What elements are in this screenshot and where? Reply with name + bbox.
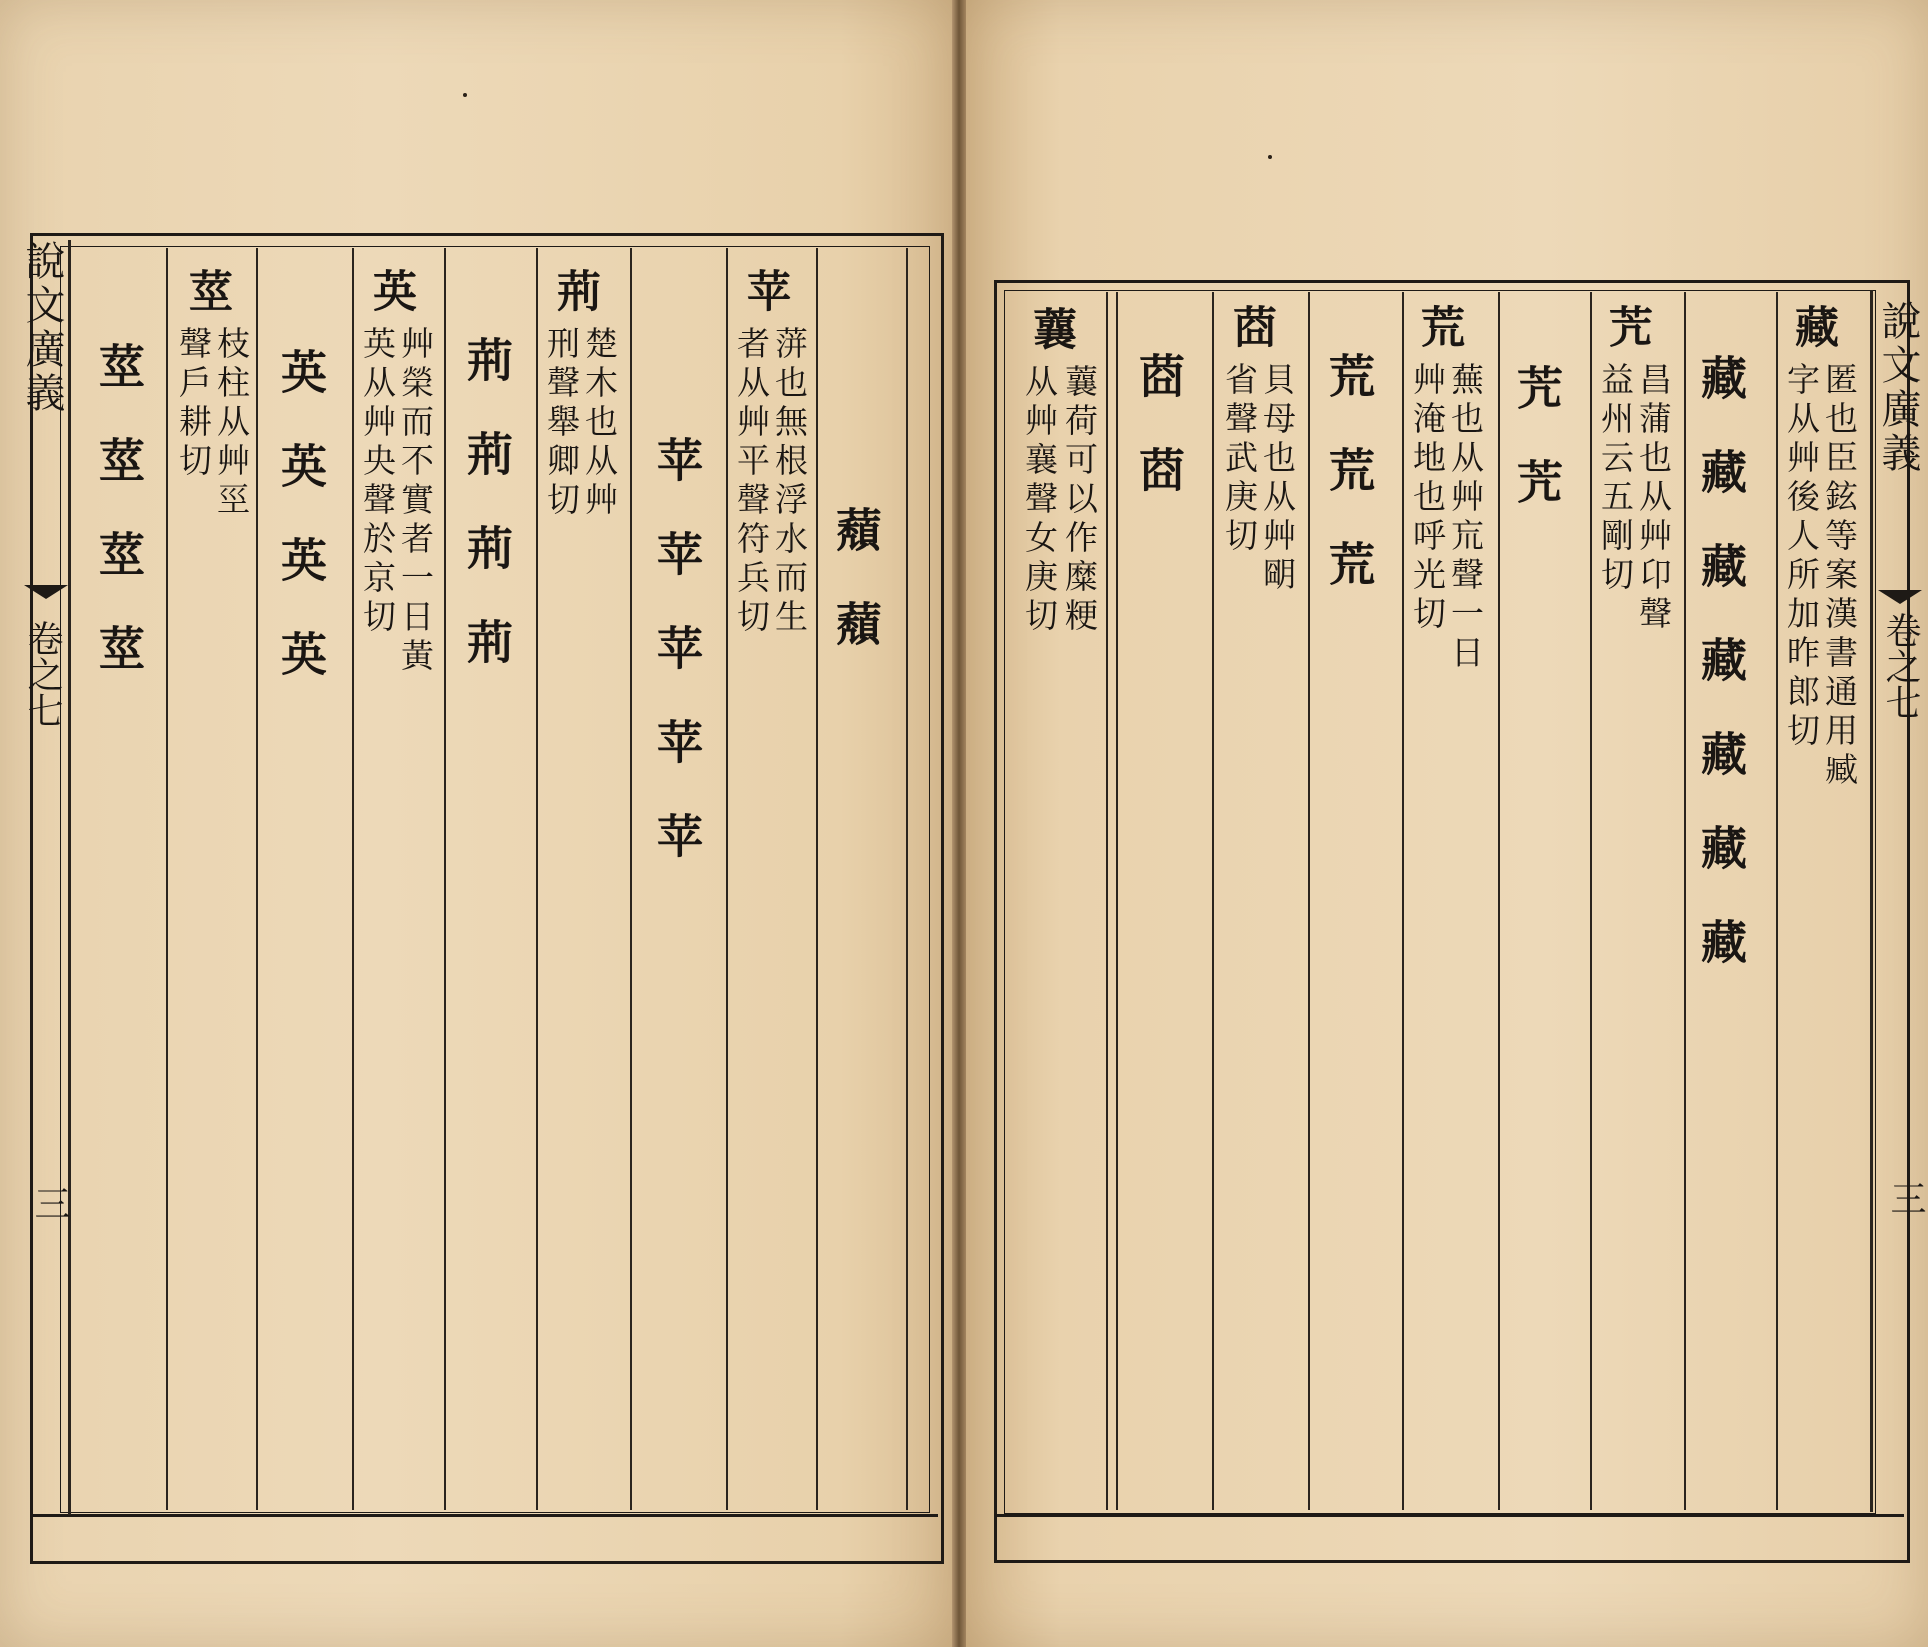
entry-headword: 莖	[181, 268, 232, 312]
entry-headword: 苹	[739, 268, 790, 312]
right-bottom-band	[994, 1514, 1904, 1517]
entry-note-left: 从艸襄聲女庚切	[1020, 364, 1059, 637]
entry-column	[446, 256, 532, 1506]
seal-forms: 英英英英	[274, 348, 328, 724]
left-margin-rule	[68, 240, 71, 1515]
entry-column	[1400, 292, 1486, 1510]
entry-note-left: 英从艸央聲於京切	[358, 326, 397, 638]
column-rule	[1106, 292, 1108, 1510]
entry-note-left: 聲戶耕切	[174, 326, 213, 482]
entry-note-right: 匿也臣鉉等案漢書通用臧	[1820, 362, 1859, 791]
entry-headword: 蘘	[1025, 306, 1076, 350]
entry-column	[1308, 292, 1394, 1510]
entry-note-left: 字从艸後人所加昨郎切	[1782, 362, 1821, 752]
right-margin-title: 說文廣義	[1875, 300, 1921, 476]
entry-note-right: 蕪也从艸巟聲一日	[1446, 362, 1485, 674]
left-bottom-band	[30, 1514, 938, 1517]
seal-forms: 苀苀	[1510, 364, 1564, 552]
seal-forms: 荒荒荒	[1322, 352, 1376, 634]
seal-forms: 莖莖莖莖	[92, 342, 146, 718]
book-gutter	[952, 0, 966, 1647]
column-rule	[630, 248, 632, 1510]
entry-column	[726, 256, 812, 1506]
entry-note-left: 艸淹地也呼光切	[1408, 362, 1447, 635]
entry-column	[536, 256, 622, 1506]
entry-column	[352, 256, 438, 1506]
ink-speck	[1268, 155, 1272, 159]
entry-headword: 莔	[1225, 304, 1276, 348]
left-margin-volume: 卷之七	[22, 620, 63, 728]
entry-note-right: 蘘荷可以作糜粳	[1060, 364, 1099, 637]
entry-headword: 荊	[549, 268, 600, 312]
right-margin-volume: 卷之七	[1880, 612, 1921, 720]
left-fishtail	[24, 585, 68, 599]
ink-speck	[463, 93, 467, 97]
entry-column	[1496, 292, 1582, 1510]
entry-headword: 英	[365, 268, 416, 312]
entry-note-right: 艸榮而不實者一日黃	[396, 326, 435, 677]
entry-column	[260, 256, 346, 1506]
entry-column	[1588, 292, 1674, 1510]
entry-column	[168, 256, 254, 1506]
entry-column	[636, 256, 722, 1506]
right-margin-page: 三	[1885, 1180, 1926, 1216]
entry-column	[1680, 292, 1766, 1510]
column-rule	[906, 248, 908, 1510]
entry-note-left: 者从艸平聲符兵切	[732, 326, 771, 638]
entry-column	[1774, 292, 1860, 1510]
entry-column	[78, 256, 164, 1506]
entry-headword: 荒	[1413, 304, 1464, 348]
entry-note-right: 枝柱从艸巠	[212, 326, 251, 521]
right-margin-rule	[1870, 290, 1873, 1512]
entry-note-left: 益州云五剛切	[1596, 362, 1635, 596]
entry-column	[1012, 292, 1098, 1510]
entry-note-right: 楚木也从艸	[580, 326, 619, 521]
column-rule	[256, 248, 258, 1510]
entry-column	[1118, 292, 1204, 1510]
entry-column	[815, 256, 901, 1506]
entry-note-left: 刑聲舉卿切	[542, 326, 581, 521]
entry-headword: 苀	[1601, 304, 1652, 348]
entry-note-left: 省聲武庚切	[1220, 362, 1259, 557]
right-fishtail	[1878, 590, 1922, 604]
entry-note-right: 蓱也無根浮水而生	[770, 326, 809, 638]
seal-forms: 蘈蘈	[829, 506, 883, 694]
left-margin-page: 三	[29, 1185, 70, 1221]
entry-headword: 藏	[1787, 304, 1838, 348]
entry-note-right: 昌蒲也从艸卬聲	[1634, 362, 1673, 635]
entry-note-right: 貝母也从艸朙	[1258, 362, 1297, 596]
seal-forms: 莔莔	[1132, 352, 1186, 540]
left-margin-title: 說文廣義	[19, 240, 65, 416]
entry-column	[1212, 292, 1298, 1510]
seal-forms: 藏藏藏藏藏藏藏	[1694, 354, 1748, 1012]
seal-forms: 荊荊荊荊	[460, 336, 514, 712]
seal-forms: 苹苹苹苹苹	[650, 436, 704, 906]
